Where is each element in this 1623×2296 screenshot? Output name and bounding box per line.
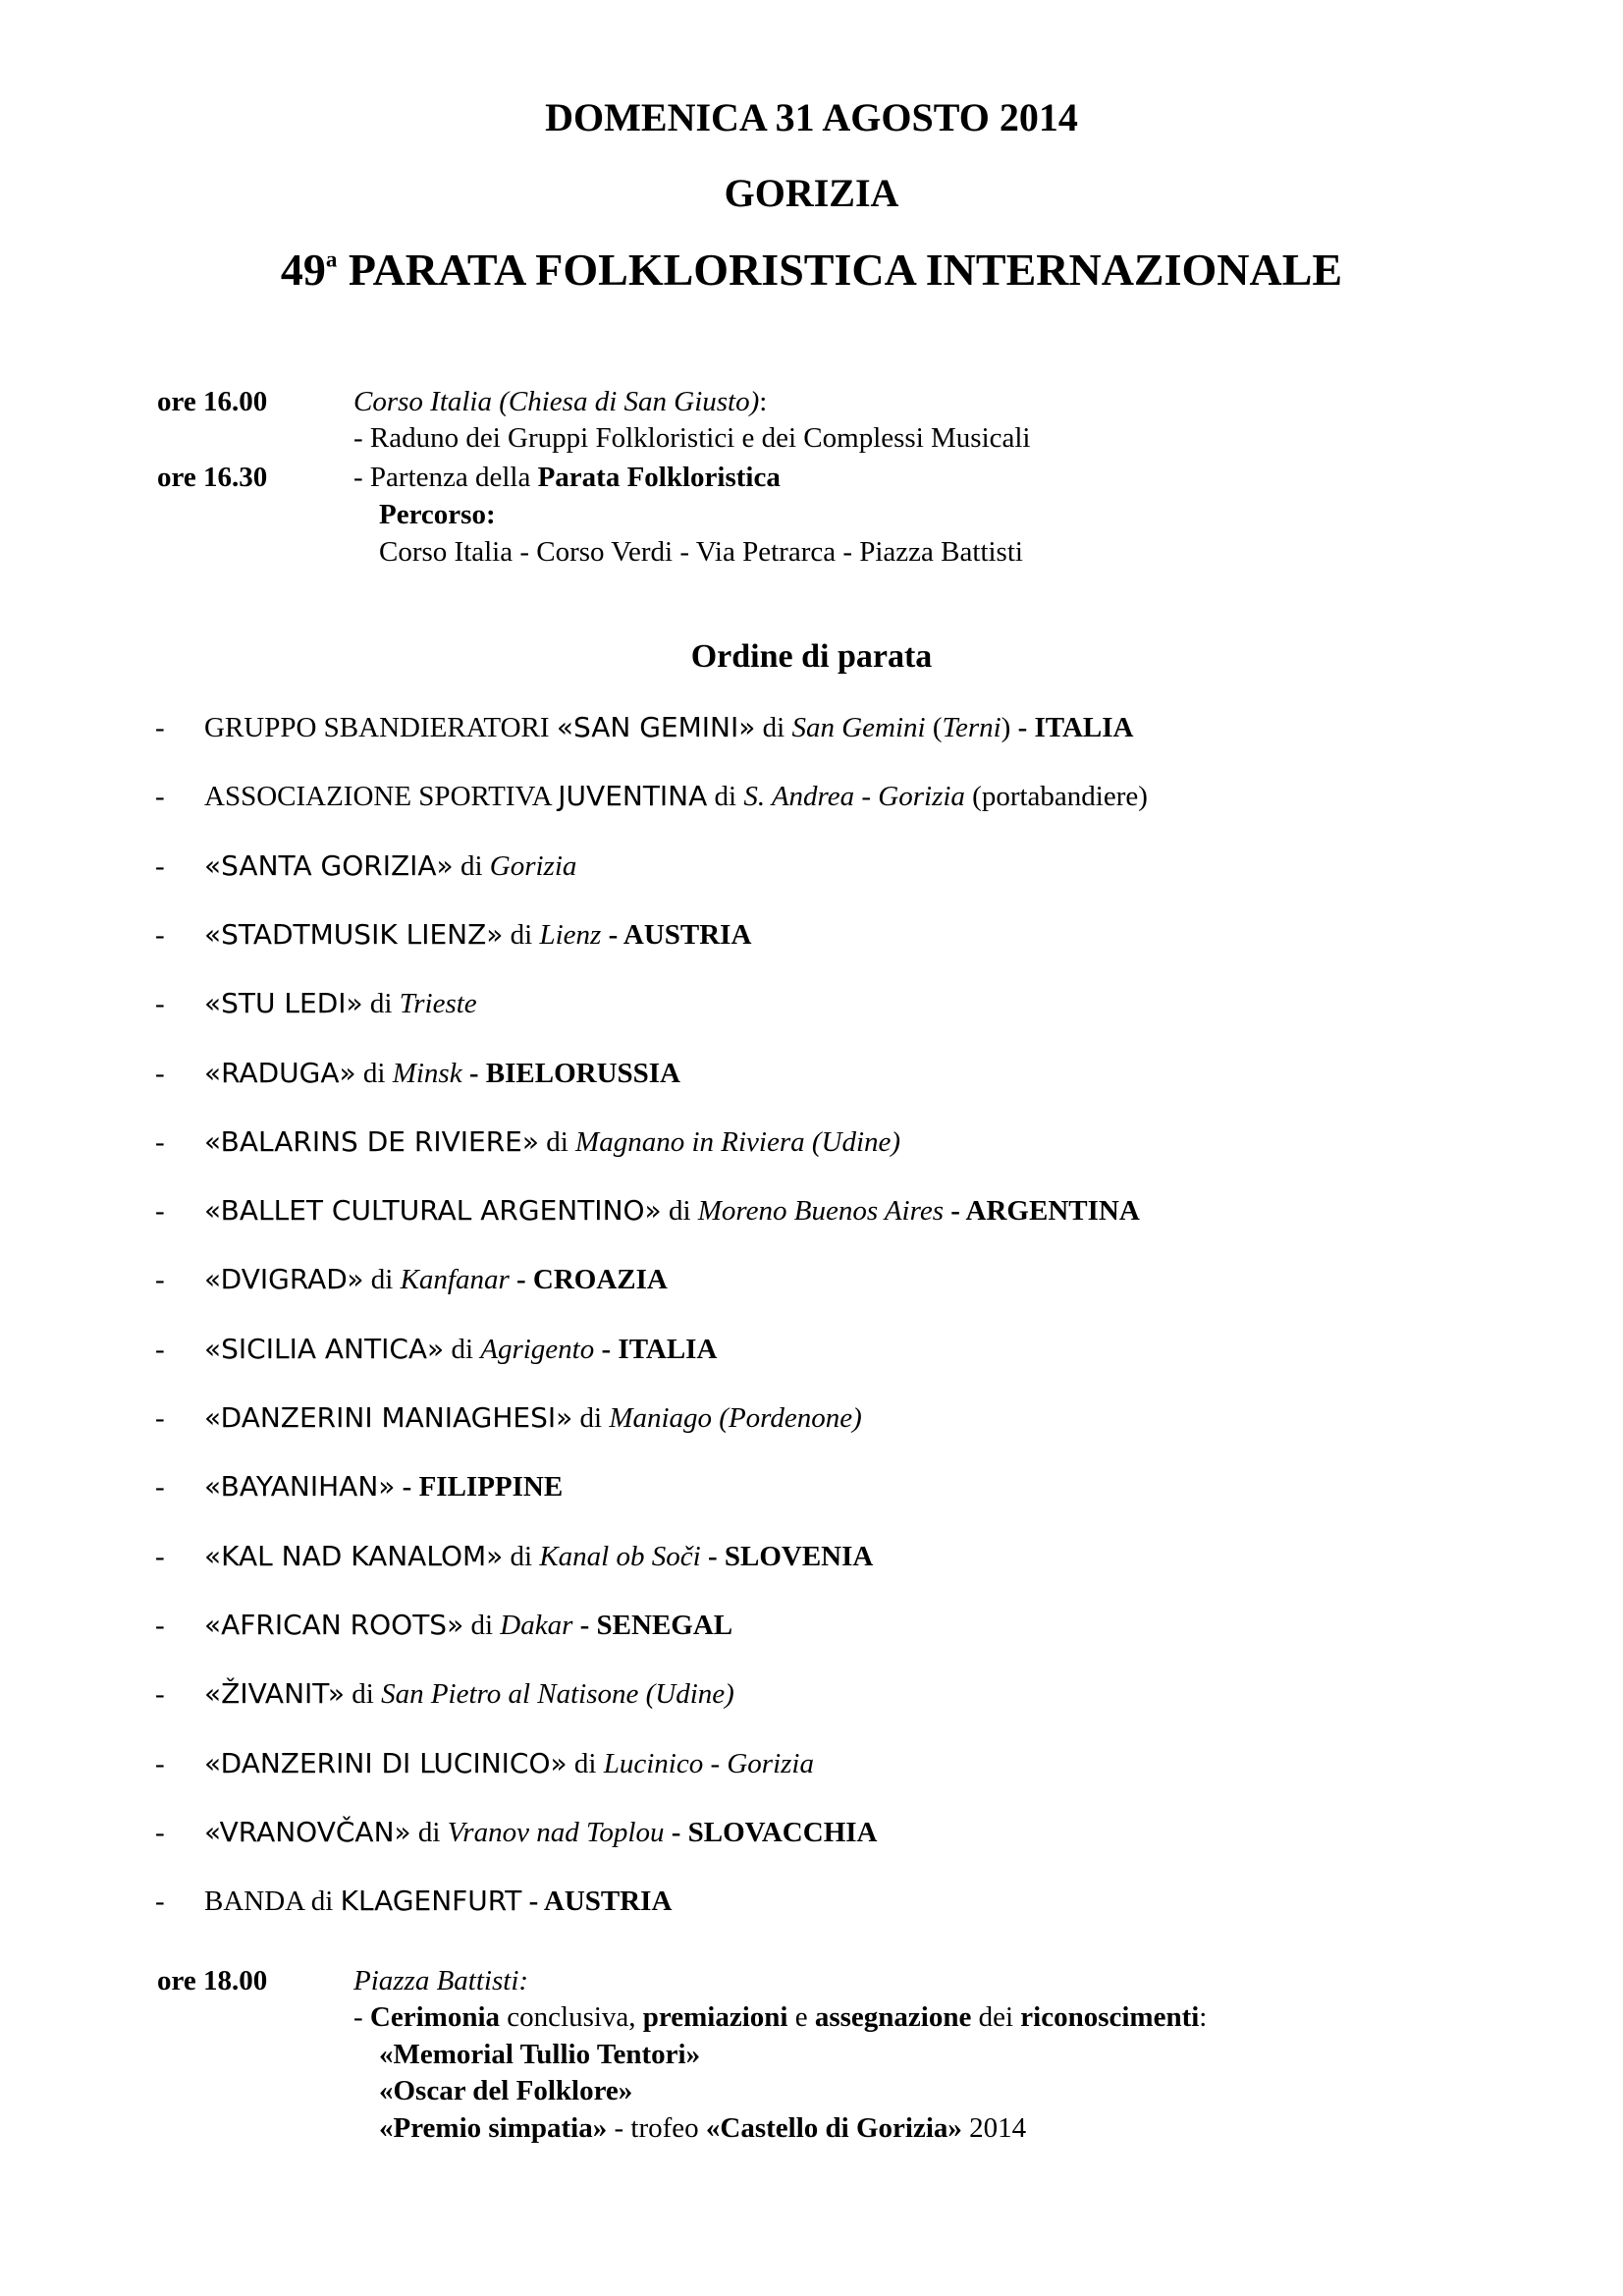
group-name: «SANTA GORIZIA» (204, 849, 454, 882)
entry-country: - AUSTRIA (521, 1886, 673, 1917)
entry-di: di (538, 1126, 576, 1158)
award-simpatia: «Premio simpatia» - trofeo «Castello di Gorizia» 2014 (379, 2112, 1027, 2144)
route-label: Percorso: (379, 499, 496, 530)
entry-place: Kanal ob Soči (539, 1541, 701, 1572)
entry-dash: - (155, 781, 165, 812)
parade-entry (0, 1747, 1623, 1789)
parade-entry (0, 1470, 1623, 1512)
entry-dash: - (155, 1610, 165, 1641)
entry-country: - AUSTRIA (601, 919, 752, 951)
entry-di: di (463, 1610, 501, 1641)
entry-country: - SENEGAL (572, 1610, 733, 1641)
ceremony-line: - Cerimonia conclusiva, premiazioni e assegnazione dei riconoscimenti: (353, 2001, 1208, 2033)
group-name: KLAGENFURT (340, 1885, 522, 1917)
entry-dash: - (155, 1195, 165, 1227)
entry-country: - ITALIA (594, 1334, 718, 1365)
group-name: «STU LEDI» (204, 987, 363, 1019)
entry-dash: - (155, 1817, 165, 1848)
parade-entry (0, 849, 1623, 892)
group-name: «AFRICAN ROOTS» (204, 1609, 464, 1641)
parade-entry (0, 780, 1623, 822)
parade-entry (0, 1125, 1623, 1168)
entry-dash: - (155, 1471, 165, 1503)
entry-di: di (755, 712, 792, 743)
entry-text (204, 1540, 874, 1572)
entry-place: Dakar (500, 1610, 573, 1641)
entry-mid: ( (925, 712, 943, 743)
entry-place: Lucinico - Gorizia (603, 1748, 814, 1779)
group-name: «BAYANIHAN» (204, 1470, 396, 1503)
entry-dash: - (155, 712, 165, 743)
entry-place: San Gemini (791, 712, 926, 743)
event-title: 49$^a$ PARATA FOLKLORISTICA INTERNAZIONALE (280, 245, 1343, 295)
entry-dash: - (155, 919, 165, 951)
partenza-item: - Partenza della Parata Folkloristica (353, 462, 781, 493)
entry-country: - BIELORUSSIA (461, 1058, 680, 1089)
entry-text (204, 1263, 668, 1295)
entry-text (204, 849, 577, 882)
entry-dash: - (155, 1058, 165, 1089)
entry-text (204, 780, 1148, 812)
route-text: Corso Italia - Corso Verdi - Via Petrarca - Piazza Battisti (379, 536, 1023, 568)
entry-country: - ITALIA (1017, 712, 1134, 743)
group-name: «DVIGRAD» (204, 1263, 364, 1295)
entry-place-detail: Terni (942, 712, 1001, 743)
entry-place: Trieste (399, 988, 477, 1019)
entry-text (204, 1401, 862, 1434)
parade-entry (0, 1194, 1623, 1236)
group-name: «BALARINS DE RIVIERE» (204, 1125, 539, 1158)
entry-di: di (363, 1264, 401, 1295)
raduno-item: - Raduno dei Gruppi Folkloristici e dei Complessi Musicali (353, 422, 1031, 454)
entry-text (204, 1609, 733, 1641)
group-name: «BALLET CULTURAL ARGENTINO» (204, 1194, 662, 1227)
group-name: «DANZERINI DI LUCINICO» (204, 1747, 568, 1779)
entry-di: di (567, 1748, 604, 1779)
parade-entry (0, 711, 1623, 753)
entry-text (204, 1333, 718, 1365)
group-name: «KAL NAD KANALOM» (204, 1540, 504, 1572)
entry-text (204, 1057, 680, 1089)
entry-dash: - (155, 1678, 165, 1710)
entry-country: - SLOVENIA (700, 1541, 874, 1572)
entry-di: di (661, 1195, 698, 1227)
parade-entry (0, 1887, 1623, 1927)
entry-di: di (453, 850, 490, 882)
entry-place: S. Andrea - Gorizia (743, 781, 965, 812)
entry-place: San Pietro al Natisone (Udine) (381, 1678, 734, 1710)
entry-di: di (410, 1817, 448, 1848)
parade-entry (0, 1677, 1623, 1720)
entry-suffix: ) (1001, 712, 1018, 743)
entry-text (204, 1887, 672, 1916)
group-name: «ŽIVANIT» (204, 1677, 345, 1710)
entry-di: di (707, 781, 744, 812)
place-piazza-battisti: Piazza Battisti: (353, 1965, 529, 1996)
entry-di: di (572, 1402, 610, 1434)
parade-entry (0, 1540, 1623, 1582)
entry-di: di (503, 1541, 540, 1572)
entry-text (204, 711, 1134, 743)
entry-place: Vranov nad Toplou (447, 1817, 665, 1848)
entry-text (204, 1816, 878, 1848)
entry-suffix: (portabandiere) (964, 781, 1148, 812)
entry-text (204, 1125, 901, 1158)
entry-place: Gorizia (489, 850, 577, 882)
entry-text (204, 1194, 1140, 1227)
entry-di: di (355, 1058, 393, 1089)
entry-text (204, 1470, 564, 1503)
event-city: GORIZIA (724, 171, 899, 215)
parade-entry (0, 1401, 1623, 1444)
group-name: JUVENTINA (558, 780, 708, 812)
entry-dash: - (155, 850, 165, 882)
place-corso-italia: Corso Italia (Chiesa di San Giusto): (353, 386, 768, 417)
entry-text (204, 1677, 734, 1710)
time-1630: ore 16.30 (157, 462, 268, 493)
group-name: «VRANOVČAN» (204, 1816, 411, 1848)
entry-place: Maniago (Pordenone) (609, 1402, 862, 1434)
entry-country: - FILIPPINE (395, 1471, 564, 1503)
award-memorial: «Memorial Tullio Tentori» (379, 2039, 701, 2070)
parade-entry (0, 918, 1623, 960)
entry-place: Kanfanar (400, 1264, 510, 1295)
parade-entry (0, 1816, 1623, 1858)
parade-entry (0, 987, 1623, 1029)
entry-dash: - (155, 1748, 165, 1779)
parade-entry (0, 1263, 1623, 1305)
entry-text (204, 1747, 814, 1779)
entry-text (204, 918, 752, 951)
group-name: «DANZERINI MANIAGHESI» (204, 1401, 573, 1434)
entry-place: Minsk (392, 1058, 462, 1089)
entry-dash: - (155, 1334, 165, 1365)
entry-dash: - (155, 988, 165, 1019)
entry-di: di (362, 988, 400, 1019)
group-name: «SAN GEMINI» (556, 711, 756, 743)
entry-di: di (444, 1334, 481, 1365)
entry-dash: - (155, 1886, 165, 1917)
award-oscar: «Oscar del Folklore» (379, 2075, 633, 2106)
entry-country: - SLOVACCHIA (664, 1817, 878, 1848)
entry-prefix: GRUPPO SBANDIERATORI (204, 712, 557, 743)
entry-place: Agrigento (480, 1334, 595, 1365)
entry-prefix: BANDA di (204, 1886, 341, 1917)
time-1800: ore 18.00 (157, 1965, 268, 1996)
parade-entry (0, 1609, 1623, 1651)
entry-dash: - (155, 1541, 165, 1572)
group-name: «STADTMUSIK LIENZ» (204, 918, 504, 951)
entry-country: - CROAZIA (509, 1264, 668, 1295)
parade-entry (0, 1333, 1623, 1375)
entry-di: di (503, 919, 540, 951)
entry-place: Lienz (539, 919, 602, 951)
event-date: DOMENICA 31 AGOSTO 2014 (545, 95, 1078, 139)
parade-entry (0, 1057, 1623, 1099)
time-1600: ore 16.00 (157, 386, 268, 417)
entry-place: Magnano in Riviera (Udine) (575, 1126, 901, 1158)
entry-country: - ARGENTINA (943, 1195, 1140, 1227)
entry-di: di (345, 1678, 382, 1710)
entry-dash: - (155, 1402, 165, 1434)
entry-dash: - (155, 1126, 165, 1158)
entry-text (204, 987, 477, 1019)
order-title: Ordine di parata (690, 638, 933, 675)
group-name: «SICILIA ANTICA» (204, 1333, 445, 1365)
group-name: «RADUGA» (204, 1057, 356, 1089)
entry-prefix: ASSOCIAZIONE SPORTIVA (204, 781, 559, 812)
entry-place: Moreno Buenos Aires (697, 1195, 944, 1227)
entry-dash: - (155, 1264, 165, 1295)
